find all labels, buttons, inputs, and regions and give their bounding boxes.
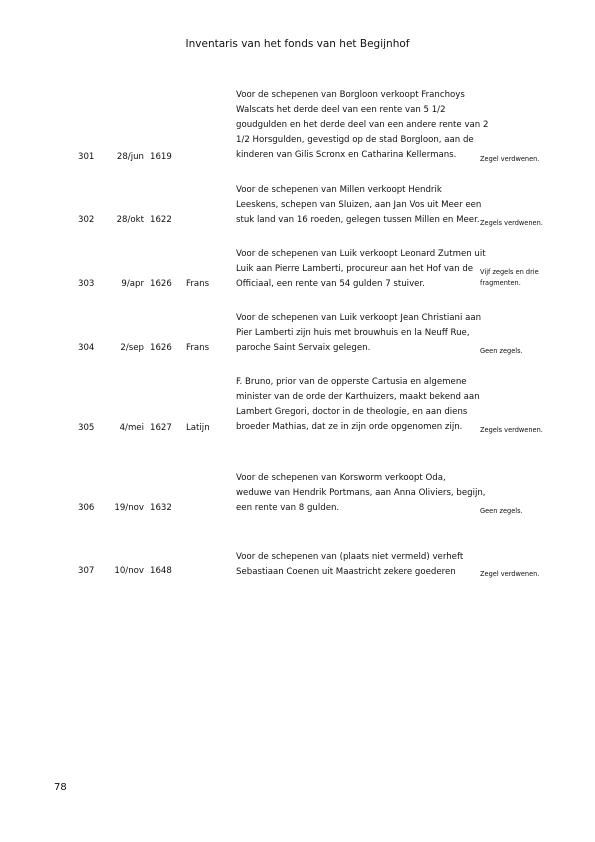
description-line: Voor de schepenen van Luik verkoopt Jean Christiani aan (236, 313, 482, 323)
entry-date: 4/mei (119, 423, 144, 433)
entry-date: 2/sep (120, 343, 144, 353)
entry-note (480, 267, 560, 289)
note-line: Geen zegels. (480, 507, 523, 515)
description-line: Sebastiaan Coenen uit Maastricht zekere goederen (236, 567, 456, 577)
note-line: Zegel verdwenen. (480, 155, 540, 163)
description-line: Luik aan Pierre Lamberti, procureur aan het Hof van de (236, 264, 474, 274)
entry-description (236, 183, 482, 228)
entry-year: 1622 (150, 215, 172, 225)
description-line: Leeskens, schepen van Sluizen, aan Jan Vos uit Meer een (236, 200, 482, 210)
description-line: stuk land van 16 roeden, gelegen tussen Millen en Meer. (236, 215, 480, 225)
description-line: Voor de schepenen van (plaats niet vermeld) verheft (236, 552, 464, 562)
entry-number: 302 (78, 215, 95, 225)
entry-number: 305 (78, 423, 95, 433)
entry-number: 304 (78, 343, 95, 353)
entry-description (236, 311, 482, 356)
entry-year: 1626 (150, 279, 172, 289)
entry-note (480, 569, 560, 580)
entry-year: 1627 (150, 423, 172, 433)
description-line: Walscats het derde deel van een rente van 5 1/2 (236, 105, 446, 115)
description-line: F. Bruno, prior van de opperste Cartusia en algemene (236, 377, 467, 387)
entry-note (480, 425, 560, 436)
entry-number: 306 (78, 503, 95, 513)
note-line: Vijf zegels en drie (480, 268, 539, 276)
entry-date: 10/nov (114, 566, 144, 576)
page-header-title: Inventaris van het fonds van het Begijnhof (185, 38, 410, 50)
description-line: Voor de schepenen van Millen verkoopt Hendrik (236, 185, 442, 195)
entry-date: 19/nov (114, 503, 144, 513)
entry-year: 1648 (150, 566, 172, 576)
description-line: een rente van 8 gulden. (236, 503, 340, 513)
description-line: Officiaal, een rente van 54 gulden 7 stuiver. (236, 279, 425, 289)
description-line: Voor de schepenen van Luik verkoopt Leonard Zutmen uit (236, 249, 486, 259)
note-line: Zegels verdwenen. (480, 426, 543, 434)
page-number: 78 (54, 782, 67, 793)
entry-number: 307 (78, 566, 95, 576)
entry-date: 28/okt (116, 215, 144, 225)
entry-year: 1626 (150, 343, 172, 353)
description-line: Pier Lamberti zijn huis met brouwhuis en la Neuff Rue, (236, 328, 470, 338)
entry-description (236, 247, 486, 292)
entry-description (236, 550, 476, 580)
entry-year: 1619 (150, 152, 172, 162)
entry-number: 303 (78, 279, 95, 289)
note-line: Geen zegels. (480, 347, 523, 355)
entry-note (480, 506, 560, 517)
entry-note (480, 218, 560, 229)
entry-language: Latijn (186, 423, 210, 433)
description-line: kinderen van Gilis Scronx en Catharina Kellermans. (236, 150, 457, 160)
entry-description (236, 471, 486, 516)
note-line: fragmenten. (480, 279, 521, 287)
entry-description (236, 88, 489, 163)
entry-language: Frans (186, 343, 210, 353)
description-line: minister van de orde der Karthuizers, maakt bekend aan (236, 392, 480, 402)
entry-date: 28/jun (116, 152, 144, 162)
note-line: Zegels verdwenen. (480, 219, 543, 227)
description-line: paroche Saint Servaix gelegen. (236, 343, 371, 353)
entry-number: 301 (78, 152, 95, 162)
entry-language: Frans (186, 279, 210, 289)
description-line: weduwe van Hendrik Portmans, aan Anna Oliviers, begijn, (236, 488, 486, 498)
note-line: Zegel verdwenen. (480, 570, 540, 578)
description-line: 1/2 Horsgulden, gevestigd op de stad Borgloon, aan de (236, 135, 474, 145)
entry-year: 1632 (150, 503, 172, 513)
description-line: Voor de schepenen van Korsworm verkoopt Oda, (236, 473, 446, 483)
entry-description (236, 375, 480, 435)
entry-date: 9/apr (121, 279, 144, 289)
entry-note (480, 154, 560, 165)
description-line: Voor de schepenen van Borgloon verkoopt Franchoys (236, 90, 465, 100)
description-line: Lambert Gregori, doctor in de theologie, en aan diens (236, 407, 468, 417)
entry-note (480, 346, 560, 357)
description-line: broeder Mathias, dat ze in zijn orde opgenomen zijn. (236, 422, 463, 432)
description-line: goudgulden en het derde deel van een andere rente van 2 (236, 120, 489, 130)
